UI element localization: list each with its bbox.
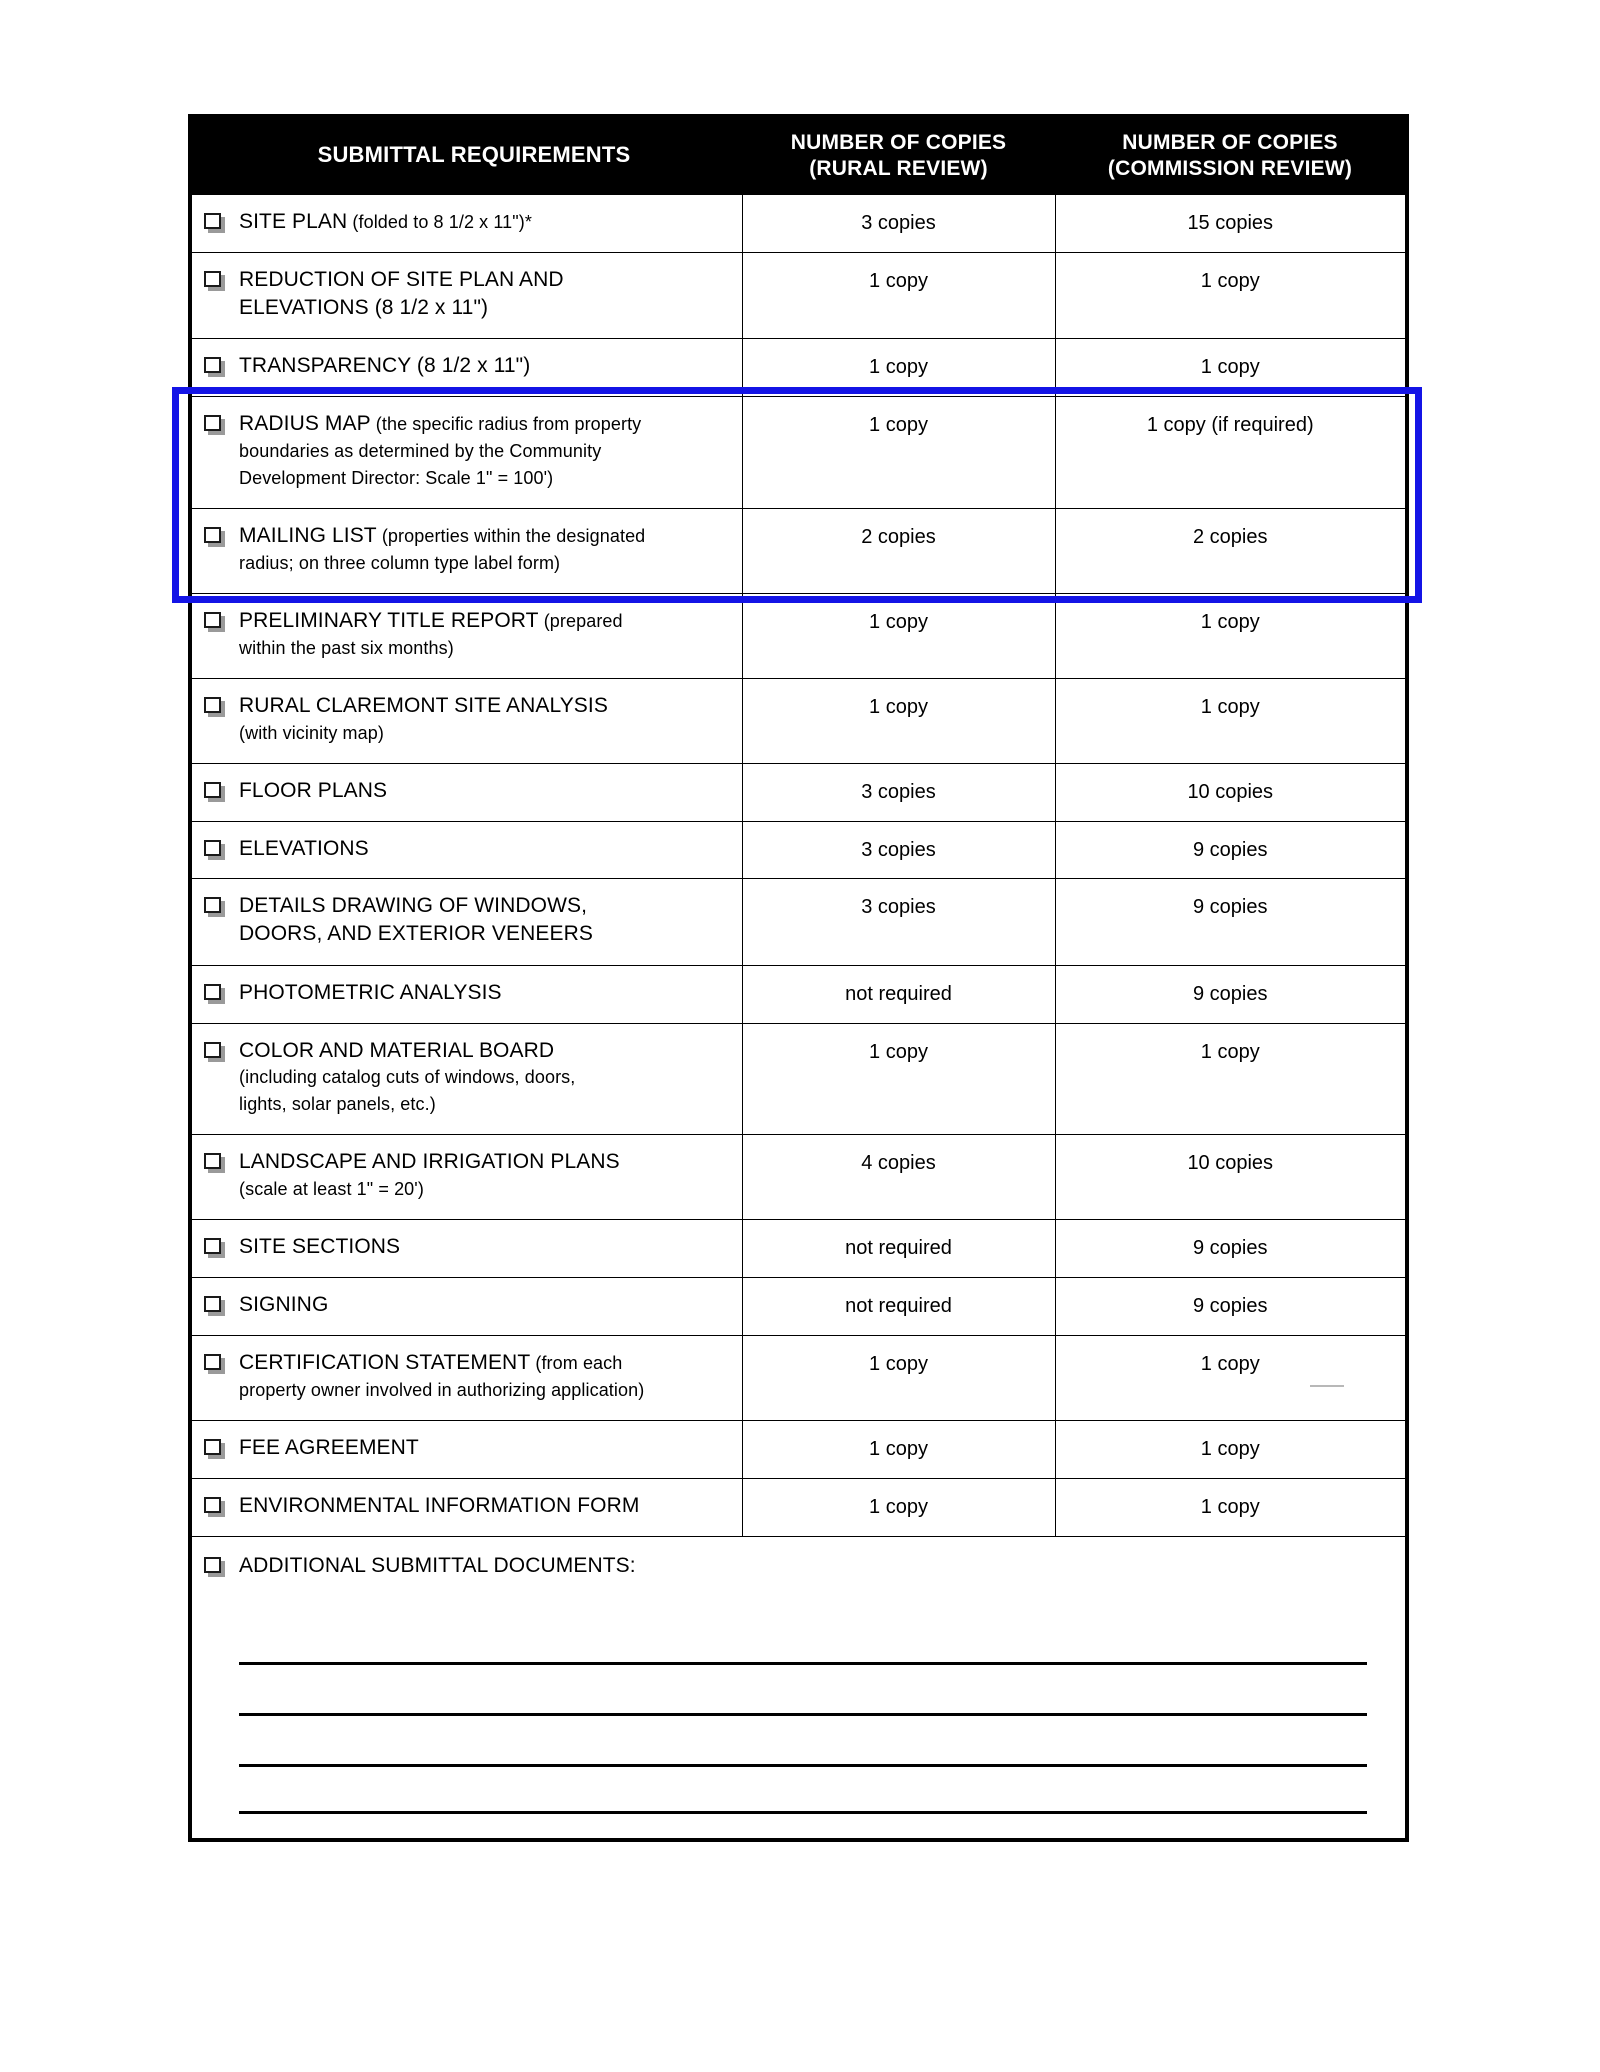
requirement-cell (192, 397, 742, 509)
requirement-cell (192, 1420, 742, 1478)
requirement-text (239, 1435, 419, 1462)
requirement-title: TRANSPARENCY (8 1/2 x 11") (239, 354, 531, 378)
commission-review-count: 1 copy (1055, 253, 1405, 339)
commission-review-count: 1 copy (if required) (1055, 397, 1405, 509)
checkbox-square (204, 1042, 221, 1058)
checkbox-icon[interactable] (204, 1042, 225, 1062)
requirement-title: MAILING LIST (239, 524, 377, 548)
checkbox-icon[interactable] (204, 782, 225, 802)
requirement-label-line (204, 209, 732, 236)
requirement-label-line (204, 1038, 732, 1065)
commission-review-count: 1 copy (1055, 1023, 1405, 1135)
checkbox-square (204, 782, 221, 798)
table-row (192, 763, 1405, 821)
requirement-continuation-line: radius; on three column type label form) (239, 552, 561, 573)
write-in-line[interactable] (239, 1716, 1367, 1767)
requirement-text (239, 1149, 620, 1176)
rural-review-count: 3 copies (742, 763, 1055, 821)
checkbox-icon[interactable] (204, 527, 225, 547)
table-header-row (192, 118, 1405, 195)
requirement-title: ENVIRONMENTAL INFORMATION FORM (239, 1493, 640, 1517)
rural-header-line1: NUMBER OF COPIES (790, 131, 1007, 154)
requirement-cell (192, 821, 742, 879)
checkbox-icon[interactable] (204, 1354, 225, 1374)
requirement-continuation-line: (with vicinity map) (239, 722, 384, 743)
table-header (192, 118, 1405, 195)
rural-header-line2: (RURAL REVIEW) (809, 156, 988, 180)
column-header-requirements: SUBMITTAL REQUIREMENTS (192, 118, 742, 195)
requirement-label-line (204, 1435, 732, 1462)
table-row (192, 509, 1405, 594)
write-in-line[interactable] (239, 1614, 1367, 1665)
table-row (192, 821, 1405, 879)
requirement-text (239, 608, 623, 635)
checkbox-icon[interactable] (204, 897, 225, 917)
requirement-text (239, 693, 608, 720)
write-in-lines (204, 1614, 1395, 1814)
requirement-title: REDUCTION OF SITE PLAN AND (239, 268, 564, 292)
requirement-note: (properties within the designated (376, 526, 646, 547)
table-row (192, 1023, 1405, 1135)
requirement-cell (192, 678, 742, 763)
requirement-continuation-line: (scale at least 1" = 20') (239, 1179, 424, 1200)
requirement-text (239, 523, 645, 550)
requirement-label-line (204, 353, 732, 380)
requirement-title: PRELIMINARY TITLE REPORT (239, 608, 539, 632)
checkbox-square (204, 527, 221, 543)
requirement-title: LANDSCAPE AND IRRIGATION PLANS (239, 1150, 620, 1174)
commission-review-count: 2 copies (1055, 509, 1405, 594)
rural-review-count: 3 copies (742, 879, 1055, 965)
requirement-label-line (204, 836, 732, 863)
checkbox-square (204, 213, 221, 229)
checkbox-square (204, 612, 221, 628)
requirement-note: (from each (530, 1353, 623, 1374)
requirement-continuation-line: Development Director: Scale 1" = 100') (239, 468, 554, 489)
requirement-note: (the specific radius from property (370, 414, 642, 435)
commission-review-count: 1 copy (1055, 1420, 1405, 1478)
rural-review-count: 1 copy (742, 1420, 1055, 1478)
checkbox-square (204, 1557, 221, 1573)
checkbox-icon[interactable] (204, 840, 225, 860)
column-header-rural-review (742, 118, 1055, 195)
requirement-continuation-line: property owner involved in authorizing application) (239, 1379, 645, 1400)
checkbox-icon[interactable] (204, 1296, 225, 1316)
requirement-text (239, 1350, 622, 1377)
write-in-line[interactable] (239, 1665, 1367, 1716)
commission-header-line1: NUMBER OF COPIES (1122, 131, 1338, 154)
requirement-continuation-line: DOORS, AND EXTERIOR VENEERS (239, 922, 593, 946)
requirement-title: FEE AGREEMENT (239, 1435, 419, 1459)
table-row (192, 195, 1405, 253)
checkbox-icon[interactable] (204, 1153, 225, 1173)
checkbox-icon[interactable] (204, 1439, 225, 1459)
requirement-cell (192, 1023, 742, 1135)
requirement-cell (192, 593, 742, 678)
requirement-cell (192, 195, 742, 253)
form-table (192, 118, 1405, 1838)
table-row (192, 1278, 1405, 1336)
table-row (192, 1135, 1405, 1220)
submittal-requirements-table (188, 114, 1409, 1842)
requirement-cell (192, 1220, 742, 1278)
requirement-text (239, 1038, 554, 1065)
requirement-continuation-line: ELEVATIONS (8 1/2 x 11") (239, 295, 489, 319)
requirement-title: RURAL CLAREMONT SITE ANALYSIS (239, 693, 608, 717)
requirement-cell (192, 763, 742, 821)
requirement-text (239, 209, 532, 236)
table-row (192, 593, 1405, 678)
additional-documents-label-line (204, 1553, 1395, 1580)
table-row (192, 879, 1405, 965)
rural-review-count: 1 copy (742, 339, 1055, 397)
requirement-label-line (204, 693, 732, 720)
requirement-continuation-line: lights, solar panels, etc.) (239, 1094, 436, 1115)
requirement-text (239, 1234, 400, 1261)
checkbox-square (204, 697, 221, 713)
checkbox-icon[interactable] (204, 1497, 225, 1517)
checkbox-square (204, 840, 221, 856)
requirement-title: COLOR AND MATERIAL BOARD (239, 1038, 555, 1062)
checkbox-square (204, 897, 221, 913)
requirement-text (239, 980, 502, 1007)
table-row (192, 678, 1405, 763)
commission-review-count: 1 copy (1055, 339, 1405, 397)
requirement-title: RADIUS MAP (239, 412, 371, 436)
rural-review-count: not required (742, 965, 1055, 1023)
requirement-note: (prepared (538, 610, 623, 631)
checkbox-icon[interactable] (204, 612, 225, 632)
rural-review-count: not required (742, 1278, 1055, 1336)
rural-review-count: 3 copies (742, 195, 1055, 253)
requirement-title: CERTIFICATION STATEMENT (239, 1351, 531, 1375)
rural-review-count: 2 copies (742, 509, 1055, 594)
commission-review-count: 1 copy (1055, 593, 1405, 678)
checkbox-icon[interactable] (204, 984, 225, 1004)
commission-review-count: 9 copies (1055, 821, 1405, 879)
table-body (192, 195, 1405, 1838)
additional-documents-row (192, 1536, 1405, 1837)
commission-review-count: 15 copies (1055, 195, 1405, 253)
requirement-text (239, 893, 587, 920)
checkbox-square (204, 1238, 221, 1254)
rural-review-count: 4 copies (742, 1135, 1055, 1220)
requirement-text (239, 411, 641, 438)
requirement-title: SITE SECTIONS (239, 1235, 401, 1259)
requirement-cell (192, 1278, 742, 1336)
checkbox-square (204, 1354, 221, 1370)
requirement-cell (192, 1135, 742, 1220)
requirement-cell (192, 1478, 742, 1536)
requirement-title: PHOTOMETRIC ANALYSIS (239, 980, 502, 1004)
requirement-label-line (204, 893, 732, 920)
checkbox-square (204, 1296, 221, 1312)
table-row (192, 1420, 1405, 1478)
checkbox-icon[interactable] (204, 1238, 225, 1258)
checkbox-icon[interactable] (204, 213, 225, 233)
commission-review-count: 9 copies (1055, 1220, 1405, 1278)
commission-review-count: 9 copies (1055, 1278, 1405, 1336)
requirement-label-line (204, 523, 732, 550)
table-row (192, 965, 1405, 1023)
checkbox-square (204, 1439, 221, 1455)
requirement-text (239, 1292, 328, 1319)
rural-review-count: not required (742, 1220, 1055, 1278)
checkbox-square (204, 415, 221, 431)
table-row (192, 339, 1405, 397)
requirement-text (239, 267, 564, 294)
requirement-text (239, 353, 530, 380)
commission-review-count: 1 copy (1055, 678, 1405, 763)
checkbox-square (204, 271, 221, 287)
table-row (192, 253, 1405, 339)
rural-review-count: 3 copies (742, 821, 1055, 879)
checkbox-square (204, 984, 221, 1000)
rural-review-count: 1 copy (742, 253, 1055, 339)
column-header-commission-review (1055, 118, 1405, 195)
requirement-label-line (204, 980, 732, 1007)
commission-review-count: 10 copies (1055, 763, 1405, 821)
rural-review-count: 1 copy (742, 397, 1055, 509)
checkbox-square (204, 1153, 221, 1169)
requirement-label-line (204, 1234, 732, 1261)
requirement-label-line (204, 1350, 732, 1377)
requirement-title: SIGNING (239, 1293, 329, 1317)
requirement-continuation-line: (including catalog cuts of windows, doors, (239, 1067, 576, 1088)
requirement-title: DETAILS DRAWING OF WINDOWS, (239, 894, 588, 918)
rural-review-count: 1 copy (742, 1023, 1055, 1135)
requirement-continuation-line: boundaries as determined by the Community (239, 441, 602, 462)
requirement-title: ELEVATIONS (239, 836, 369, 860)
requirement-cell (192, 879, 742, 965)
table-row (192, 1336, 1405, 1421)
commission-review-count: 1 copy (1055, 1336, 1405, 1421)
table-row (192, 1220, 1405, 1278)
rural-review-count: 1 copy (742, 593, 1055, 678)
rural-review-count: 1 copy (742, 1478, 1055, 1536)
requirement-label-line (204, 608, 732, 635)
commission-review-count: 9 copies (1055, 965, 1405, 1023)
scan-artifact (1310, 1385, 1344, 1387)
requirement-label-line (204, 1292, 732, 1319)
checkbox-square (204, 1497, 221, 1513)
requirement-text (239, 778, 387, 805)
checkbox-icon[interactable] (204, 415, 225, 435)
additional-documents-cell (192, 1536, 1405, 1837)
requirement-cell (192, 253, 742, 339)
requirement-label-line (204, 1149, 732, 1176)
requirement-note: (folded to 8 1/2 x 11")* (347, 212, 532, 233)
table-row (192, 1478, 1405, 1536)
additional-documents-label: ADDITIONAL SUBMITTAL DOCUMENTS: (239, 1553, 636, 1577)
commission-review-count: 1 copy (1055, 1478, 1405, 1536)
requirement-label-line (204, 778, 732, 805)
checkbox-square (204, 357, 221, 373)
requirement-title: FLOOR PLANS (239, 778, 388, 802)
requirement-cell (192, 339, 742, 397)
requirement-label-line (204, 411, 732, 438)
checkbox-icon[interactable] (204, 1557, 225, 1577)
requirement-title: SITE PLAN (239, 210, 348, 234)
requirement-cell (192, 1336, 742, 1421)
commission-review-count: 10 copies (1055, 1135, 1405, 1220)
rural-review-count: 1 copy (742, 678, 1055, 763)
requirement-text (239, 836, 369, 863)
requirement-cell (192, 509, 742, 594)
requirement-text (239, 1493, 639, 1520)
checkbox-icon[interactable] (204, 697, 225, 717)
write-in-line[interactable] (239, 1767, 1367, 1814)
requirement-label-line (204, 267, 732, 294)
commission-header-line2: (COMMISSION REVIEW) (1107, 156, 1353, 180)
commission-review-count: 9 copies (1055, 879, 1405, 965)
requirement-label-line (204, 1493, 732, 1520)
table-row (192, 397, 1405, 509)
rural-review-count: 1 copy (742, 1336, 1055, 1421)
checkbox-icon[interactable] (204, 357, 225, 377)
checkbox-icon[interactable] (204, 271, 225, 291)
requirement-cell (192, 965, 742, 1023)
requirement-continuation-line: within the past six months) (239, 637, 454, 658)
